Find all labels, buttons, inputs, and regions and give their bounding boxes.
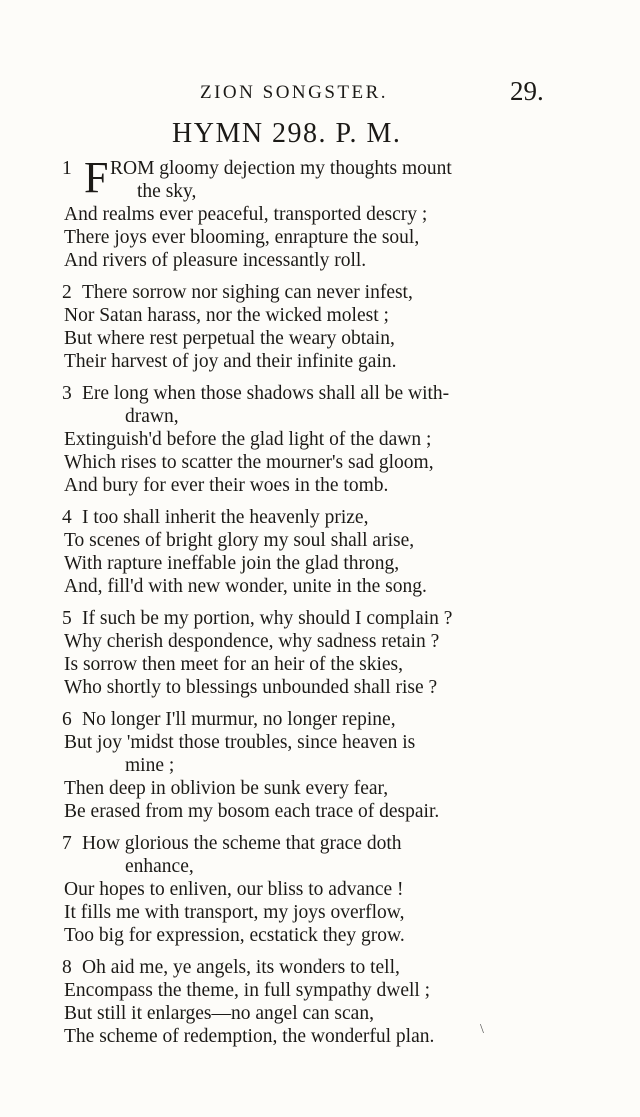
verse-line: drawn, [125,406,179,427]
verse-text: Oh aid me, ye angels, its wonders to tell, [82,957,400,978]
stanza-1 [0,153,640,272]
stanza-number: 6 [62,709,72,730]
stanza-number: 2 [62,282,72,303]
verse-line: mine ; [125,755,175,776]
drop-cap: F [84,153,109,202]
hymn-title: HYMN 298. P. M. [172,118,402,149]
verse-line: To scenes of bright glory my soul shall arise, [64,530,415,551]
verse-line: Their harvest of joy and their infinite gain. [64,351,397,372]
stray-print-mark: \ [480,1022,484,1037]
verse-line: But joy 'midst those troubles, since heaven is [64,732,416,753]
stanza-number: 7 [62,833,72,854]
verse-line: Encompass the theme, in full sympathy dwell ; [64,980,431,1001]
stanza-6 [0,708,640,823]
stanza-5 [0,607,640,699]
verse-line [0,382,640,405]
hymn-verses [0,153,640,1057]
verse-text: No longer I'll murmur, no longer repine, [82,709,396,730]
verse-line: And, fill'd with new wonder, unite in the song. [64,576,427,597]
stanza-2 [0,281,640,373]
verse-line [0,506,640,529]
verse-line [0,281,640,304]
stanza-number: 4 [62,507,72,528]
stanza-7 [0,832,640,947]
verse-line [0,607,640,630]
running-head [0,76,640,112]
verse-line: And rivers of pleasure incessantly roll. [64,250,367,271]
stanza-number: 1 [62,158,72,179]
verse-text: the sky, [137,181,197,202]
verse-line: enhance, [125,856,194,877]
verse-line: Too big for expression, ecstatick they grow. [64,925,405,946]
stanza-3 [0,382,640,497]
verse-line [0,180,640,203]
verse-line [0,832,640,855]
verse-line: Is sorrow then meet for an heir of the skies, [64,654,403,675]
verse-line: Why cherish despondence, why sadness retain ? [64,631,440,652]
running-title: ZION SONGSTER. [200,82,389,103]
stanza-number: 5 [62,608,72,629]
stanza-number: 8 [62,957,72,978]
verse-text: How glorious the scheme that grace doth [82,833,402,854]
verse-line [0,956,640,979]
verse-line: There joys ever blooming, enrapture the soul, [64,227,420,248]
verse-line: But still it enlarges—no angel can scan, [64,1003,374,1024]
verse-text: If such be my portion, why should I complain ? [82,608,453,629]
verse-line: But where rest perpetual the weary obtain, [64,328,395,349]
verse-line: And bury for ever their woes in the tomb. [64,475,389,496]
verse-line: Then deep in oblivion be sunk every fear, [64,778,389,799]
verse-line: It fills me with transport, my joys overflow, [64,902,405,923]
verse-line: Nor Satan harass, nor the wicked molest ; [64,305,389,326]
verse-text: I too shall inherit the heavenly prize, [82,507,369,528]
verse-line: Extinguish'd before the glad light of the dawn ; [64,429,432,450]
verse-line: Which rises to scatter the mourner's sad gloom, [64,452,434,473]
verse-line: The scheme of redemption, the wonderful plan. [64,1026,435,1047]
verse-text: ROM gloomy dejection my thoughts mount [110,158,452,179]
verse-text: Ere long when those shadows shall all be with- [82,383,450,404]
verse-text: There sorrow nor sighing can never infest, [82,282,413,303]
verse-line: Who shortly to blessings unbounded shall rise ? [64,677,438,698]
verse-line: Our hopes to enliven, our bliss to advance ! [64,879,404,900]
verse-line: Be erased from my bosom each trace of despair. [64,801,440,822]
verse-line: With rapture ineffable join the glad throng, [64,553,400,574]
verse-line: And realms ever peaceful, transported descry ; [64,204,428,225]
stanza-number: 3 [62,383,72,404]
verse-line [0,708,640,731]
stanza-8 [0,956,640,1048]
stanza-4 [0,506,640,598]
page-number: 29. [510,76,544,106]
